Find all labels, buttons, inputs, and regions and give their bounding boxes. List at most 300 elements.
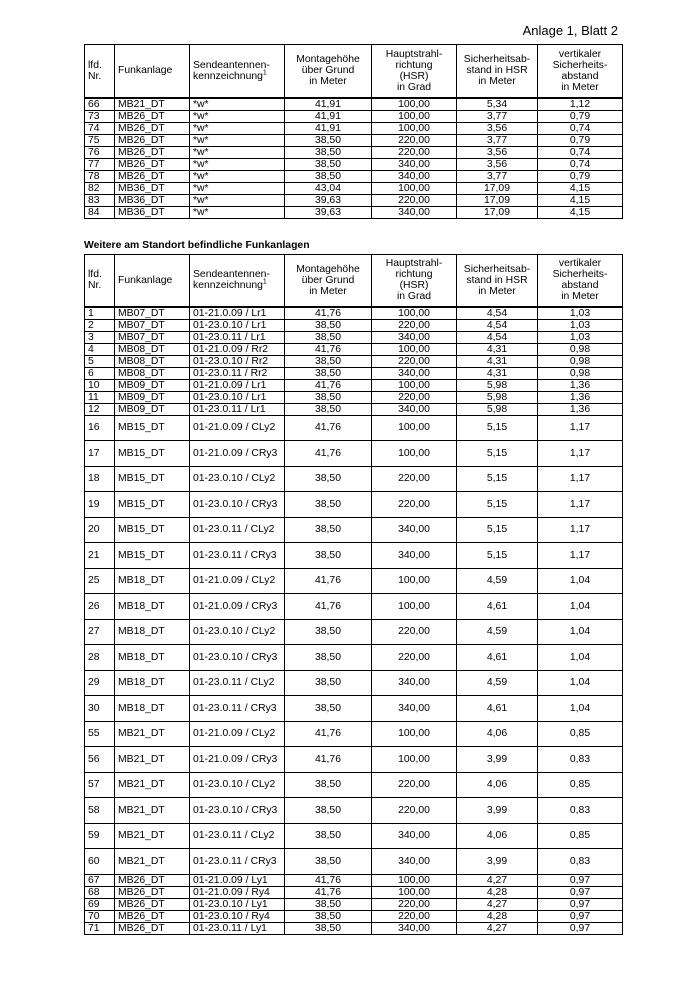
cell-vertikal: 1,04 bbox=[538, 696, 623, 722]
table-row bbox=[85, 568, 623, 594]
table-row bbox=[85, 98, 623, 111]
cell-sicherheitsabstand: 4,61 bbox=[457, 696, 538, 722]
cell-vertikal: 1,12 bbox=[538, 98, 623, 111]
cell-sicherheitsabstand: 3,77 bbox=[457, 170, 538, 182]
cell-funkanlage: MB26_DT bbox=[115, 110, 190, 122]
cell-kennzeichnung: 01-21.0.09 / Rr2 bbox=[190, 343, 285, 355]
cell-hsr: 220,00 bbox=[372, 146, 457, 158]
cell-vertikal: 1,03 bbox=[538, 319, 623, 331]
cell-kennzeichnung: 01-23.0.11 / CRy3 bbox=[190, 696, 285, 722]
cell-nr: 30 bbox=[85, 696, 115, 722]
cell-nr: 76 bbox=[85, 146, 115, 158]
cell-funkanlage: MB18_DT bbox=[115, 645, 190, 671]
cell-kennzeichnung: 01-23.0.11 / Rr2 bbox=[190, 367, 285, 379]
cell-funkanlage: MB21_DT bbox=[115, 849, 190, 875]
cell-vertikal: 1,36 bbox=[538, 391, 623, 403]
cell-funkanlage: MB18_DT bbox=[115, 696, 190, 722]
cell-kennzeichnung: 01-23.0.10 / CRy3 bbox=[190, 798, 285, 824]
cell-kennzeichnung: 01-21.0.09 / Ry4 bbox=[190, 886, 285, 898]
cell-vertikal: 1,17 bbox=[538, 441, 623, 467]
cell-nr: 21 bbox=[85, 543, 115, 569]
cell-vertikal: 0,79 bbox=[538, 170, 623, 182]
cell-hsr: 100,00 bbox=[372, 874, 457, 886]
cell-nr: 73 bbox=[85, 110, 115, 122]
cell-montagehoehe: 38,50 bbox=[285, 466, 372, 492]
table-row bbox=[85, 319, 623, 331]
header-nr: lfd. Nr. bbox=[85, 255, 115, 307]
cell-vertikal: 1,17 bbox=[538, 517, 623, 543]
cell-funkanlage: MB26_DT bbox=[115, 874, 190, 886]
cell-kennzeichnung: 01-21.0.09 / CRy3 bbox=[190, 747, 285, 773]
table-row bbox=[85, 355, 623, 367]
cell-funkanlage: MB15_DT bbox=[115, 415, 190, 441]
cell-hsr: 100,00 bbox=[372, 441, 457, 467]
cell-montagehoehe: 38,50 bbox=[285, 403, 372, 415]
cell-sicherheitsabstand: 5,15 bbox=[457, 415, 538, 441]
cell-sicherheitsabstand: 4,06 bbox=[457, 772, 538, 798]
cell-funkanlage: MB26_DT bbox=[115, 910, 190, 922]
cell-nr: 4 bbox=[85, 343, 115, 355]
cell-sicherheitsabstand: 4,27 bbox=[457, 922, 538, 934]
cell-vertikal: 1,04 bbox=[538, 645, 623, 671]
cell-kennzeichnung: 01-23.0.11 / CLy2 bbox=[190, 823, 285, 849]
cell-kennzeichnung: *w* bbox=[190, 134, 285, 146]
cell-montagehoehe: 38,50 bbox=[285, 772, 372, 798]
cell-vertikal: 1,36 bbox=[538, 403, 623, 415]
cell-kennzeichnung: *w* bbox=[190, 146, 285, 158]
cell-kennzeichnung: 01-21.0.09 / CRy3 bbox=[190, 441, 285, 467]
cell-montagehoehe: 41,76 bbox=[285, 415, 372, 441]
cell-sicherheitsabstand: 4,31 bbox=[457, 355, 538, 367]
cell-sicherheitsabstand: 5,15 bbox=[457, 492, 538, 518]
cell-montagehoehe: 38,50 bbox=[285, 146, 372, 158]
cell-vertikal: 0,97 bbox=[538, 910, 623, 922]
cell-hsr: 220,00 bbox=[372, 898, 457, 910]
table-row bbox=[85, 391, 623, 403]
table-row bbox=[85, 379, 623, 391]
cell-vertikal: 0,74 bbox=[538, 122, 623, 134]
cell-vertikal: 0,85 bbox=[538, 823, 623, 849]
cell-sicherheitsabstand: 3,56 bbox=[457, 146, 538, 158]
cell-montagehoehe: 38,50 bbox=[285, 134, 372, 146]
cell-nr: 10 bbox=[85, 379, 115, 391]
cell-vertikal: 4,15 bbox=[538, 194, 623, 206]
table-row bbox=[85, 721, 623, 747]
table-row bbox=[85, 343, 623, 355]
cell-hsr: 340,00 bbox=[372, 403, 457, 415]
cell-montagehoehe: 38,50 bbox=[285, 170, 372, 182]
cell-montagehoehe: 41,76 bbox=[285, 379, 372, 391]
cell-sicherheitsabstand: 4,27 bbox=[457, 898, 538, 910]
antenna-table-other bbox=[84, 254, 623, 935]
cell-kennzeichnung: 01-23.0.10 / CRy3 bbox=[190, 645, 285, 671]
cell-nr: 74 bbox=[85, 122, 115, 134]
cell-montagehoehe: 38,50 bbox=[285, 922, 372, 934]
cell-hsr: 340,00 bbox=[372, 696, 457, 722]
cell-nr: 78 bbox=[85, 170, 115, 182]
cell-hsr: 220,00 bbox=[372, 492, 457, 518]
cell-nr: 60 bbox=[85, 849, 115, 875]
table-row bbox=[85, 594, 623, 620]
cell-hsr: 100,00 bbox=[372, 721, 457, 747]
table-row bbox=[85, 110, 623, 122]
cell-hsr: 100,00 bbox=[372, 568, 457, 594]
table-row bbox=[85, 670, 623, 696]
cell-kennzeichnung: 01-23.0.10 / Lr1 bbox=[190, 391, 285, 403]
cell-vertikal: 4,15 bbox=[538, 206, 623, 218]
cell-vertikal: 0,98 bbox=[538, 355, 623, 367]
cell-vertikal: 1,17 bbox=[538, 415, 623, 441]
header-nr: lfd. Nr. bbox=[85, 45, 115, 98]
table-row bbox=[85, 898, 623, 910]
cell-kennzeichnung: *w* bbox=[190, 98, 285, 111]
cell-vertikal: 1,03 bbox=[538, 331, 623, 343]
cell-sicherheitsabstand: 3,99 bbox=[457, 747, 538, 773]
cell-funkanlage: MB36_DT bbox=[115, 194, 190, 206]
cell-montagehoehe: 38,50 bbox=[285, 910, 372, 922]
cell-nr: 57 bbox=[85, 772, 115, 798]
table-row bbox=[85, 441, 623, 467]
cell-vertikal: 1,17 bbox=[538, 466, 623, 492]
header-vertikal: vertikaler Sicherheits- abstand in Meter bbox=[538, 45, 623, 98]
cell-funkanlage: MB15_DT bbox=[115, 466, 190, 492]
cell-sicherheitsabstand: 4,31 bbox=[457, 343, 538, 355]
cell-vertikal: 0,79 bbox=[538, 110, 623, 122]
cell-hsr: 340,00 bbox=[372, 170, 457, 182]
table-row bbox=[85, 367, 623, 379]
cell-funkanlage: MB07_DT bbox=[115, 331, 190, 343]
cell-hsr: 220,00 bbox=[372, 645, 457, 671]
cell-vertikal: 4,15 bbox=[538, 182, 623, 194]
cell-nr: 27 bbox=[85, 619, 115, 645]
cell-nr: 68 bbox=[85, 886, 115, 898]
cell-funkanlage: MB26_DT bbox=[115, 122, 190, 134]
cell-sicherheitsabstand: 5,15 bbox=[457, 543, 538, 569]
cell-montagehoehe: 38,50 bbox=[285, 823, 372, 849]
cell-funkanlage: MB18_DT bbox=[115, 670, 190, 696]
table-row bbox=[85, 122, 623, 134]
cell-sicherheitsabstand: 17,09 bbox=[457, 206, 538, 218]
table-row bbox=[85, 403, 623, 415]
cell-montagehoehe: 38,50 bbox=[285, 367, 372, 379]
cell-funkanlage: MB26_DT bbox=[115, 886, 190, 898]
cell-funkanlage: MB26_DT bbox=[115, 898, 190, 910]
table-row bbox=[85, 134, 623, 146]
cell-hsr: 220,00 bbox=[372, 355, 457, 367]
cell-sicherheitsabstand: 4,61 bbox=[457, 645, 538, 671]
table-row bbox=[85, 158, 623, 170]
cell-funkanlage: MB36_DT bbox=[115, 206, 190, 218]
table-row bbox=[85, 206, 623, 218]
cell-funkanlage: MB08_DT bbox=[115, 355, 190, 367]
cell-hsr: 100,00 bbox=[372, 747, 457, 773]
cell-kennzeichnung: *w* bbox=[190, 158, 285, 170]
header-sicherheitsabstand: Sicherheitsab- stand in HSR in Meter bbox=[457, 255, 538, 307]
cell-funkanlage: MB21_DT bbox=[115, 798, 190, 824]
cell-sicherheitsabstand: 4,59 bbox=[457, 670, 538, 696]
table-row bbox=[85, 696, 623, 722]
cell-kennzeichnung: 01-23.0.11 / Lr1 bbox=[190, 331, 285, 343]
cell-funkanlage: MB18_DT bbox=[115, 619, 190, 645]
cell-hsr: 100,00 bbox=[372, 343, 457, 355]
cell-funkanlage: MB18_DT bbox=[115, 568, 190, 594]
cell-hsr: 220,00 bbox=[372, 319, 457, 331]
cell-kennzeichnung: 01-23.0.10 / CLy2 bbox=[190, 619, 285, 645]
cell-funkanlage: MB15_DT bbox=[115, 543, 190, 569]
header-vertikal: vertikaler Sicherheits- abstand in Meter bbox=[538, 255, 623, 307]
cell-montagehoehe: 41,76 bbox=[285, 594, 372, 620]
cell-kennzeichnung: 01-21.0.09 / CRy3 bbox=[190, 594, 285, 620]
cell-kennzeichnung: *w* bbox=[190, 122, 285, 134]
cell-kennzeichnung: 01-21.0.09 / CLy2 bbox=[190, 721, 285, 747]
cell-vertikal: 1,17 bbox=[538, 492, 623, 518]
cell-hsr: 220,00 bbox=[372, 391, 457, 403]
cell-nr: 1 bbox=[85, 307, 115, 320]
cell-nr: 5 bbox=[85, 355, 115, 367]
cell-hsr: 100,00 bbox=[372, 415, 457, 441]
cell-kennzeichnung: 01-21.0.09 / CLy2 bbox=[190, 415, 285, 441]
cell-vertikal: 1,04 bbox=[538, 670, 623, 696]
cell-vertikal: 1,04 bbox=[538, 568, 623, 594]
cell-funkanlage: MB26_DT bbox=[115, 170, 190, 182]
table-row bbox=[85, 823, 623, 849]
cell-montagehoehe: 38,50 bbox=[285, 158, 372, 170]
cell-funkanlage: MB07_DT bbox=[115, 319, 190, 331]
cell-montagehoehe: 41,76 bbox=[285, 721, 372, 747]
header-sicherheitsabstand: Sicherheitsab- stand in HSR in Meter bbox=[457, 45, 538, 98]
cell-sicherheitsabstand: 4,61 bbox=[457, 594, 538, 620]
cell-funkanlage: MB26_DT bbox=[115, 146, 190, 158]
cell-funkanlage: MB18_DT bbox=[115, 594, 190, 620]
table-row bbox=[85, 747, 623, 773]
table-row bbox=[85, 772, 623, 798]
cell-kennzeichnung: 01-23.0.10 / Ry4 bbox=[190, 910, 285, 922]
cell-sicherheitsabstand: 3,99 bbox=[457, 849, 538, 875]
cell-nr: 83 bbox=[85, 194, 115, 206]
cell-vertikal: 1,17 bbox=[538, 543, 623, 569]
cell-nr: 17 bbox=[85, 441, 115, 467]
cell-nr: 75 bbox=[85, 134, 115, 146]
header-funkanlage: Funkanlage bbox=[115, 255, 190, 307]
cell-nr: 29 bbox=[85, 670, 115, 696]
cell-sicherheitsabstand: 17,09 bbox=[457, 194, 538, 206]
header-hsr: Hauptstrahl- richtung (HSR) in Grad bbox=[372, 45, 457, 98]
cell-kennzeichnung: 01-21.0.09 / Lr1 bbox=[190, 307, 285, 320]
cell-montagehoehe: 41,76 bbox=[285, 343, 372, 355]
cell-funkanlage: MB08_DT bbox=[115, 367, 190, 379]
cell-kennzeichnung: 01-23.0.10 / Lr1 bbox=[190, 319, 285, 331]
cell-funkanlage: MB21_DT bbox=[115, 721, 190, 747]
cell-montagehoehe: 41,76 bbox=[285, 747, 372, 773]
cell-nr: 70 bbox=[85, 910, 115, 922]
table-row bbox=[85, 170, 623, 182]
cell-hsr: 220,00 bbox=[372, 772, 457, 798]
cell-nr: 11 bbox=[85, 391, 115, 403]
cell-sicherheitsabstand: 4,28 bbox=[457, 910, 538, 922]
cell-vertikal: 0,83 bbox=[538, 747, 623, 773]
cell-sicherheitsabstand: 4,54 bbox=[457, 331, 538, 343]
cell-montagehoehe: 39,63 bbox=[285, 206, 372, 218]
cell-funkanlage: MB21_DT bbox=[115, 772, 190, 798]
cell-funkanlage: MB09_DT bbox=[115, 379, 190, 391]
cell-sicherheitsabstand: 4,59 bbox=[457, 568, 538, 594]
cell-montagehoehe: 38,50 bbox=[285, 696, 372, 722]
cell-montagehoehe: 41,91 bbox=[285, 110, 372, 122]
cell-kennzeichnung: 01-21.0.09 / CLy2 bbox=[190, 568, 285, 594]
cell-sicherheitsabstand: 3,56 bbox=[457, 158, 538, 170]
cell-hsr: 220,00 bbox=[372, 134, 457, 146]
cell-montagehoehe: 38,50 bbox=[285, 391, 372, 403]
table-row bbox=[85, 798, 623, 824]
cell-sicherheitsabstand: 4,31 bbox=[457, 367, 538, 379]
cell-montagehoehe: 41,76 bbox=[285, 886, 372, 898]
cell-funkanlage: MB26_DT bbox=[115, 134, 190, 146]
page-header: Anlage 1, Blatt 2 bbox=[522, 23, 618, 38]
cell-montagehoehe: 38,50 bbox=[285, 849, 372, 875]
cell-vertikal: 0,85 bbox=[538, 721, 623, 747]
cell-hsr: 100,00 bbox=[372, 98, 457, 111]
table-row bbox=[85, 619, 623, 645]
header-kennzeichnung: Sendeantennen- kennzeichnung$^1$ bbox=[190, 45, 285, 98]
cell-sicherheitsabstand: 4,06 bbox=[457, 823, 538, 849]
cell-nr: 26 bbox=[85, 594, 115, 620]
table-row bbox=[85, 874, 623, 886]
cell-hsr: 340,00 bbox=[372, 823, 457, 849]
cell-montagehoehe: 38,50 bbox=[285, 798, 372, 824]
cell-montagehoehe: 38,50 bbox=[285, 355, 372, 367]
table-row bbox=[85, 182, 623, 194]
cell-nr: 71 bbox=[85, 922, 115, 934]
cell-hsr: 340,00 bbox=[372, 367, 457, 379]
cell-kennzeichnung: 01-23.0.11 / CLy2 bbox=[190, 670, 285, 696]
cell-vertikal: 0,97 bbox=[538, 886, 623, 898]
cell-sicherheitsabstand: 5,15 bbox=[457, 517, 538, 543]
cell-sicherheitsabstand: 3,77 bbox=[457, 134, 538, 146]
cell-kennzeichnung: 01-23.0.11 / Ly1 bbox=[190, 922, 285, 934]
cell-nr: 25 bbox=[85, 568, 115, 594]
cell-funkanlage: MB15_DT bbox=[115, 517, 190, 543]
cell-funkanlage: MB36_DT bbox=[115, 182, 190, 194]
cell-montagehoehe: 38,50 bbox=[285, 645, 372, 671]
cell-funkanlage: MB15_DT bbox=[115, 441, 190, 467]
cell-nr: 56 bbox=[85, 747, 115, 773]
table-row bbox=[85, 849, 623, 875]
cell-sicherheitsabstand: 4,54 bbox=[457, 319, 538, 331]
cell-montagehoehe: 38,50 bbox=[285, 898, 372, 910]
cell-sicherheitsabstand: 5,98 bbox=[457, 379, 538, 391]
table-row bbox=[85, 492, 623, 518]
header-funkanlage: Funkanlage bbox=[115, 45, 190, 98]
cell-sicherheitsabstand: 4,59 bbox=[457, 619, 538, 645]
cell-funkanlage: MB15_DT bbox=[115, 492, 190, 518]
section-title: Weitere am Standort befindliche Funkanlagen bbox=[84, 240, 310, 251]
cell-hsr: 100,00 bbox=[372, 594, 457, 620]
cell-funkanlage: MB21_DT bbox=[115, 823, 190, 849]
cell-nr: 19 bbox=[85, 492, 115, 518]
cell-hsr: 340,00 bbox=[372, 543, 457, 569]
cell-sicherheitsabstand: 5,98 bbox=[457, 403, 538, 415]
cell-vertikal: 0,83 bbox=[538, 849, 623, 875]
cell-vertikal: 0,83 bbox=[538, 798, 623, 824]
cell-hsr: 220,00 bbox=[372, 466, 457, 492]
antenna-table-main bbox=[84, 44, 623, 219]
cell-nr: 84 bbox=[85, 206, 115, 218]
cell-montagehoehe: 38,50 bbox=[285, 670, 372, 696]
cell-funkanlage: MB21_DT bbox=[115, 98, 190, 111]
table-row bbox=[85, 146, 623, 158]
cell-kennzeichnung: 01-21.0.09 / Ly1 bbox=[190, 874, 285, 886]
cell-nr: 2 bbox=[85, 319, 115, 331]
cell-funkanlage: MB08_DT bbox=[115, 343, 190, 355]
cell-montagehoehe: 38,50 bbox=[285, 331, 372, 343]
cell-nr: 16 bbox=[85, 415, 115, 441]
cell-sicherheitsabstand: 5,98 bbox=[457, 391, 538, 403]
cell-nr: 55 bbox=[85, 721, 115, 747]
cell-kennzeichnung: *w* bbox=[190, 110, 285, 122]
cell-kennzeichnung: 01-23.0.10 / Rr2 bbox=[190, 355, 285, 367]
cell-montagehoehe: 38,50 bbox=[285, 319, 372, 331]
cell-montagehoehe: 38,50 bbox=[285, 492, 372, 518]
cell-kennzeichnung: *w* bbox=[190, 194, 285, 206]
cell-hsr: 100,00 bbox=[372, 110, 457, 122]
cell-montagehoehe: 41,76 bbox=[285, 441, 372, 467]
cell-nr: 28 bbox=[85, 645, 115, 671]
cell-sicherheitsabstand: 4,28 bbox=[457, 886, 538, 898]
cell-vertikal: 0,74 bbox=[538, 158, 623, 170]
cell-funkanlage: MB26_DT bbox=[115, 922, 190, 934]
table-row bbox=[85, 307, 623, 320]
cell-vertikal: 1,03 bbox=[538, 307, 623, 320]
cell-vertikal: 0,97 bbox=[538, 874, 623, 886]
cell-montagehoehe: 38,50 bbox=[285, 517, 372, 543]
cell-nr: 59 bbox=[85, 823, 115, 849]
cell-montagehoehe: 41,91 bbox=[285, 122, 372, 134]
cell-hsr: 100,00 bbox=[372, 886, 457, 898]
cell-sicherheitsabstand: 4,06 bbox=[457, 721, 538, 747]
cell-hsr: 340,00 bbox=[372, 849, 457, 875]
cell-sicherheitsabstand: 3,56 bbox=[457, 122, 538, 134]
cell-nr: 6 bbox=[85, 367, 115, 379]
header-montagehoehe: Montagehöhe über Grund in Meter bbox=[285, 45, 372, 98]
cell-hsr: 220,00 bbox=[372, 910, 457, 922]
cell-vertikal: 0,79 bbox=[538, 134, 623, 146]
cell-sicherheitsabstand: 3,99 bbox=[457, 798, 538, 824]
cell-hsr: 340,00 bbox=[372, 517, 457, 543]
cell-vertikal: 0,85 bbox=[538, 772, 623, 798]
cell-funkanlage: MB07_DT bbox=[115, 307, 190, 320]
cell-nr: 77 bbox=[85, 158, 115, 170]
cell-kennzeichnung: 01-23.0.10 / CLy2 bbox=[190, 466, 285, 492]
cell-nr: 82 bbox=[85, 182, 115, 194]
cell-montagehoehe: 43,04 bbox=[285, 182, 372, 194]
cell-hsr: 220,00 bbox=[372, 619, 457, 645]
cell-nr: 12 bbox=[85, 403, 115, 415]
cell-kennzeichnung: 01-23.0.11 / CLy2 bbox=[190, 517, 285, 543]
cell-nr: 3 bbox=[85, 331, 115, 343]
header-montagehoehe: Montagehöhe über Grund in Meter bbox=[285, 255, 372, 307]
cell-hsr: 100,00 bbox=[372, 182, 457, 194]
cell-hsr: 100,00 bbox=[372, 122, 457, 134]
cell-vertikal: 0,97 bbox=[538, 922, 623, 934]
cell-nr: 66 bbox=[85, 98, 115, 111]
cell-montagehoehe: 41,76 bbox=[285, 874, 372, 886]
cell-sicherheitsabstand: 4,54 bbox=[457, 307, 538, 320]
cell-nr: 69 bbox=[85, 898, 115, 910]
cell-sicherheitsabstand: 5,15 bbox=[457, 466, 538, 492]
cell-vertikal: 0,98 bbox=[538, 367, 623, 379]
table-row bbox=[85, 922, 623, 934]
cell-montagehoehe: 41,91 bbox=[285, 98, 372, 111]
